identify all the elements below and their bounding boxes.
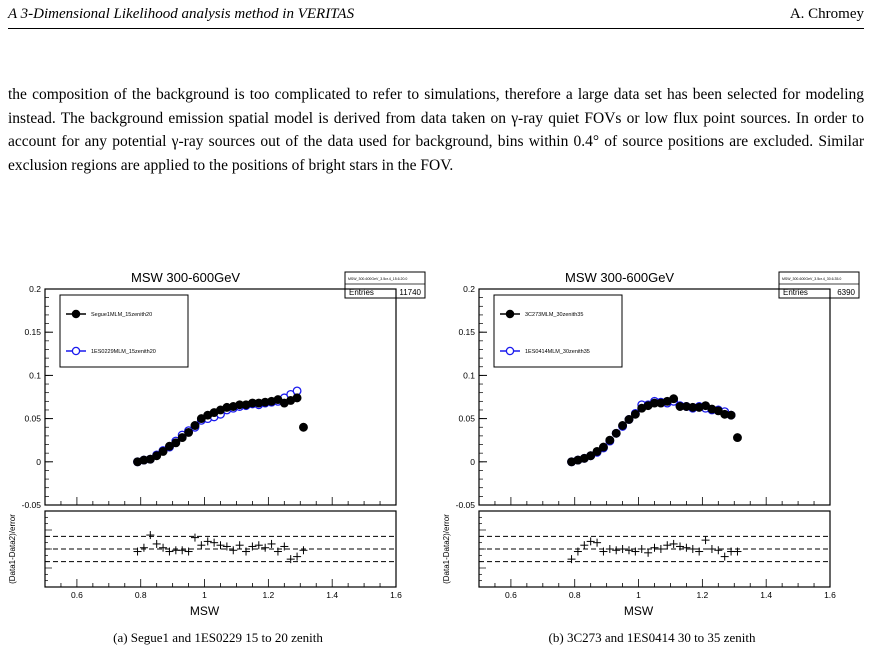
data-point-filled xyxy=(600,443,608,451)
y-tick-label: 0 xyxy=(36,456,41,467)
caption-b: (b) 3C273 and 1ES0414 30 to 35 zenith xyxy=(548,630,756,645)
ratio-point xyxy=(682,544,690,552)
figure-a xyxy=(3,265,433,625)
ratio-point xyxy=(593,539,601,547)
y-tick-label: 0.05 xyxy=(24,413,41,424)
ratio-point xyxy=(268,540,276,548)
stats-label: Entries xyxy=(783,288,808,297)
caption-a: (a) Segue1 and 1ES0229 15 to 20 zenith xyxy=(113,630,323,645)
chart-title: MSW 300-600GeV xyxy=(131,270,241,285)
legend-marker xyxy=(72,310,79,317)
ratio-point xyxy=(178,546,186,554)
x-axis-label: MSW xyxy=(189,604,220,618)
legend-label: 3C273MLM_30zenith35 xyxy=(525,312,584,318)
legend-label: 1ES0229MLM_15zenith20 xyxy=(91,349,156,355)
x-tick-label: 1.4 xyxy=(760,590,773,600)
ratio-point xyxy=(651,544,659,552)
data-point-filled xyxy=(159,448,167,456)
data-point-filled xyxy=(293,394,301,402)
data-point-filled xyxy=(191,422,199,430)
ratio-point xyxy=(299,546,307,554)
legend-box xyxy=(494,295,622,367)
x-tick-label: 0.6 xyxy=(70,590,83,600)
ratio-y-axis-label: (Data1-Data2)/error xyxy=(442,514,451,584)
ratio-point xyxy=(714,546,722,554)
y-tick-label: 0.2 xyxy=(29,284,41,294)
chart-b xyxy=(437,265,867,625)
legend-marker xyxy=(72,347,79,354)
ratio-point xyxy=(657,545,665,553)
chart-title: MSW 300-600GeV xyxy=(565,270,675,285)
body-paragraph xyxy=(8,83,864,177)
ratio-point xyxy=(146,531,154,539)
ratio-point xyxy=(619,545,627,553)
y-tick-label: 0 xyxy=(470,456,475,467)
header-author: A. Chromey xyxy=(789,6,864,22)
ratio-point xyxy=(236,541,244,549)
legend-label: Segue1MLM_15zenith20 xyxy=(91,312,153,318)
x-tick-label: 0.6 xyxy=(504,590,517,600)
figure-b xyxy=(437,265,867,625)
stats-label: Entries xyxy=(349,288,374,297)
data-point-filled xyxy=(632,410,640,418)
x-tick-label: 0.8 xyxy=(134,590,147,600)
data-point-filled xyxy=(727,411,735,419)
data-point-filled xyxy=(625,416,633,424)
ratio-point xyxy=(153,540,161,548)
x-tick-label: 1.4 xyxy=(326,590,339,600)
chart-a xyxy=(3,265,433,625)
y-tick-label: 0.05 xyxy=(458,413,475,424)
ratio-point xyxy=(204,537,212,545)
y-tick-label: -0.05 xyxy=(455,500,475,510)
ratio-point xyxy=(587,537,595,545)
ratio-point xyxy=(702,536,710,544)
data-point-filled xyxy=(734,434,742,442)
stats-value: 6390 xyxy=(837,288,855,297)
stats-value: 11740 xyxy=(399,288,421,297)
legend-box xyxy=(60,295,188,367)
ratio-point xyxy=(733,548,741,556)
y-tick-label: 0.15 xyxy=(24,327,41,338)
data-point-filled xyxy=(612,429,620,437)
header-title: A 3-Dimensional Likelihood analysis method in VERITAS xyxy=(8,6,355,22)
data-point-filled xyxy=(619,422,627,430)
stats-title: MSW_300-600GeV_3.5cr.4_30.6.35.0 xyxy=(782,277,842,281)
legend-marker xyxy=(506,347,513,354)
x-tick-label: 1.6 xyxy=(390,590,402,600)
x-tick-label: 1.2 xyxy=(696,590,709,600)
ratio-y-axis-label: (Data1-Data2)/error xyxy=(8,514,17,584)
data-point-filled xyxy=(178,434,186,442)
x-tick-label: 0.8 xyxy=(568,590,581,600)
legend-label: 1ES0414MLM_30zenith35 xyxy=(525,349,590,355)
ratio-point xyxy=(197,541,205,549)
x-tick-label: 1.2 xyxy=(262,590,275,600)
body-text: the composition of the background is too complicated to refer to simulations, therefore a large data set has been selected for modeling instead. The background emission spatial model is derived from data taken on γ-ray quiet FOVs or low flux point sources. In order to account for any potential γ-ray sources out of the data used for background, bins within 0.4° of source positions are excluded. Similar exclusion regions are applied to the positions of bright stars in the FOV. xyxy=(8,86,864,174)
data-point-filled xyxy=(185,429,193,437)
data-point-filled xyxy=(670,395,678,403)
ratio-point xyxy=(644,549,652,557)
data-point-filled xyxy=(606,436,614,444)
y-tick-label: 0.2 xyxy=(463,284,475,294)
ratio-point xyxy=(612,546,620,554)
ratio-point xyxy=(159,544,167,552)
ratio-point xyxy=(140,544,148,552)
ratio-point xyxy=(580,541,588,549)
running-header xyxy=(8,0,864,29)
ratio-point xyxy=(708,545,716,553)
y-tick-label: -0.05 xyxy=(21,500,41,510)
ratio-point xyxy=(625,546,633,554)
y-tick-label: 0.1 xyxy=(463,370,475,381)
legend-marker xyxy=(506,310,513,317)
x-tick-label: 1.6 xyxy=(824,590,836,600)
x-tick-label: 1 xyxy=(202,590,207,600)
y-tick-label: 0.1 xyxy=(29,370,41,381)
y-tick-label: 0.15 xyxy=(458,327,475,338)
x-tick-label: 1 xyxy=(636,590,641,600)
x-axis-label: MSW xyxy=(623,604,654,618)
data-point-filled xyxy=(172,439,180,447)
ratio-point xyxy=(191,534,199,542)
ratio-point xyxy=(663,541,671,549)
stats-title: MSW_300-600GeV_3.5cr.4_15.6.20.0 xyxy=(348,277,408,281)
data-point-filled xyxy=(300,423,308,431)
ratio-point xyxy=(229,546,237,554)
ratio-point xyxy=(721,553,729,561)
